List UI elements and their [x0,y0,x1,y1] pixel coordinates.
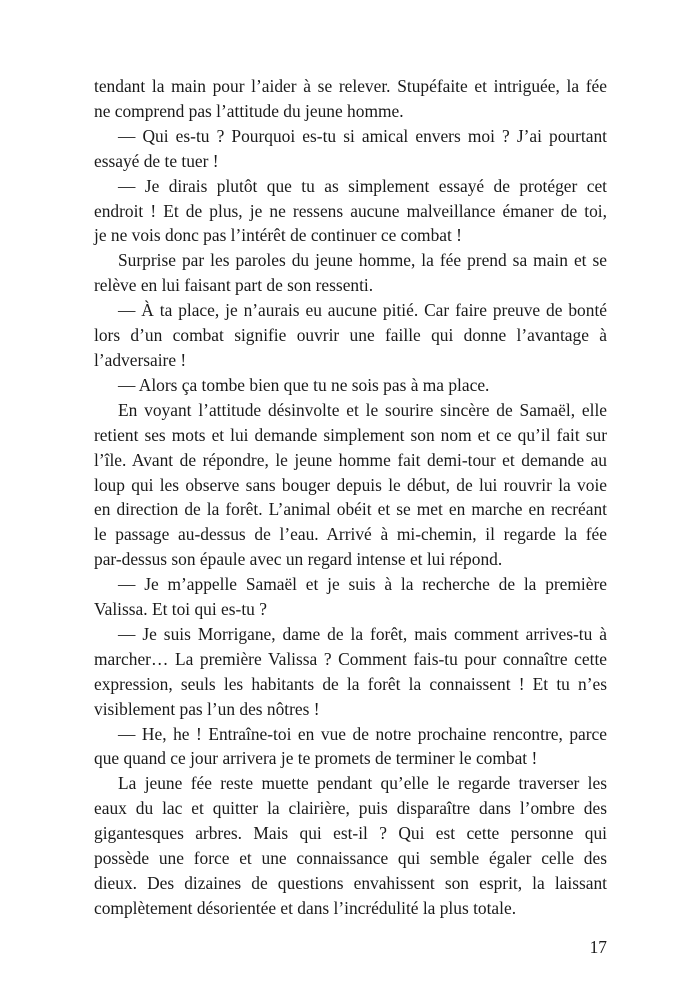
text-line: loup qui les observe sans bouger depuis le début, de lui rouvrir la voie [94,474,607,495]
text-line: l’adversaire ! [94,349,187,370]
text-line: — He, he ! Entraîne-toi en vue de notre prochaine rencontre, parce [118,723,607,744]
text-line: complètement désorientée et dans l’incrédulité la plus totale. [94,897,517,918]
text-line: visiblement pas l’un des nôtres ! [94,698,320,719]
paragraph [94,248,607,298]
text-line: — Qui es-tu ? Pourquoi es-tu si amical envers moi ? J’ai pourtant [118,125,607,146]
text-line: je ne vois donc pas l’intérêt de continuer ce combat ! [94,225,462,246]
text-line: retient ses mots et lui demande simplement son nom et ce qu’il fait sur [94,424,607,445]
text-line: — À ta place, je n’aurais eu aucune pitié. Car faire preuve de bonté [118,300,607,321]
text-line: gigantesques arbres. Mais qui est-il ? Qui est cette personne qui [94,823,607,844]
text-line: dieux. Des dizaines de questions envahissent son esprit, la laissant [94,873,607,893]
text-line: ne comprend pas l’attitude du jeune homme. [94,100,404,121]
paragraph [94,298,607,373]
paragraph [94,771,607,920]
paragraph [94,174,607,249]
text-line: Valissa. Et toi qui es-tu ? [94,599,267,620]
paragraph [94,373,607,398]
text-line: En voyant l’attitude désinvolte et le sourire sincère de Samaël, elle [118,399,607,420]
text-line: possède une force et une connaissance qui semble égaler celle des [94,848,607,869]
page-number: 17 [589,936,607,957]
text-line: le passage au-dessus de l’eau. Arrivé à mi-chemin, il regarde la fée [94,524,607,545]
page [94,74,607,960]
text-line: en direction de la forêt. L’animal obéit et se met en marche en recréant [94,499,607,520]
text-line: tendant la main pour l’aider à se relever. Stupéfaite et intriguée, la fée [94,76,607,96]
paragraph [94,572,607,622]
text-line: La jeune fée reste muette pendant qu’elle le regarde traverser les [118,773,607,794]
paragraph [94,722,607,772]
text-line: que quand ce jour arrivera je te promets de terminer le combat ! [94,748,538,769]
text-line: endroit ! Et de plus, je ne ressens aucune malveillance émaner de toi, [94,200,607,221]
paragraph [94,398,607,572]
text-line: — Alors ça tombe bien que tu ne sois pas à ma place. [118,374,490,395]
text-line: eaux du lac et quitter la clairière, puis disparaître dans l’ombre des [94,798,607,819]
text-line: — Je m’appelle Samaël et je suis à la recherche de la première [118,574,607,595]
text-line: — Je dirais plutôt que tu as simplement essayé de protéger cet [118,175,607,196]
text-line: marcher… La première Valissa ? Comment fais-tu pour connaître cette [94,648,607,669]
text-line: Surprise par les paroles du jeune homme, la fée prend sa main et se [118,250,607,271]
text-line: essayé de te tuer ! [94,150,219,171]
paragraph [94,74,607,124]
paragraph [94,124,607,174]
text-line: expression, seuls les habitants de la forêt la connaissent ! Et tu n’es [94,673,607,694]
text-line: lors d’un combat signifie ouvrir une faille qui donne l’avantage à [94,325,607,346]
text-line: l’île. Avant de répondre, le jeune homme fait demi-tour et demande au [94,449,607,470]
body-text [94,74,607,921]
paragraph [94,622,607,722]
text-line: relève en lui faisant part de son ressenti. [94,275,374,296]
text-line: par-dessus son épaule avec un regard intense et lui répond. [94,549,503,570]
text-line: — Je suis Morrigane, dame de la forêt, mais comment arrives-tu à [118,623,607,644]
